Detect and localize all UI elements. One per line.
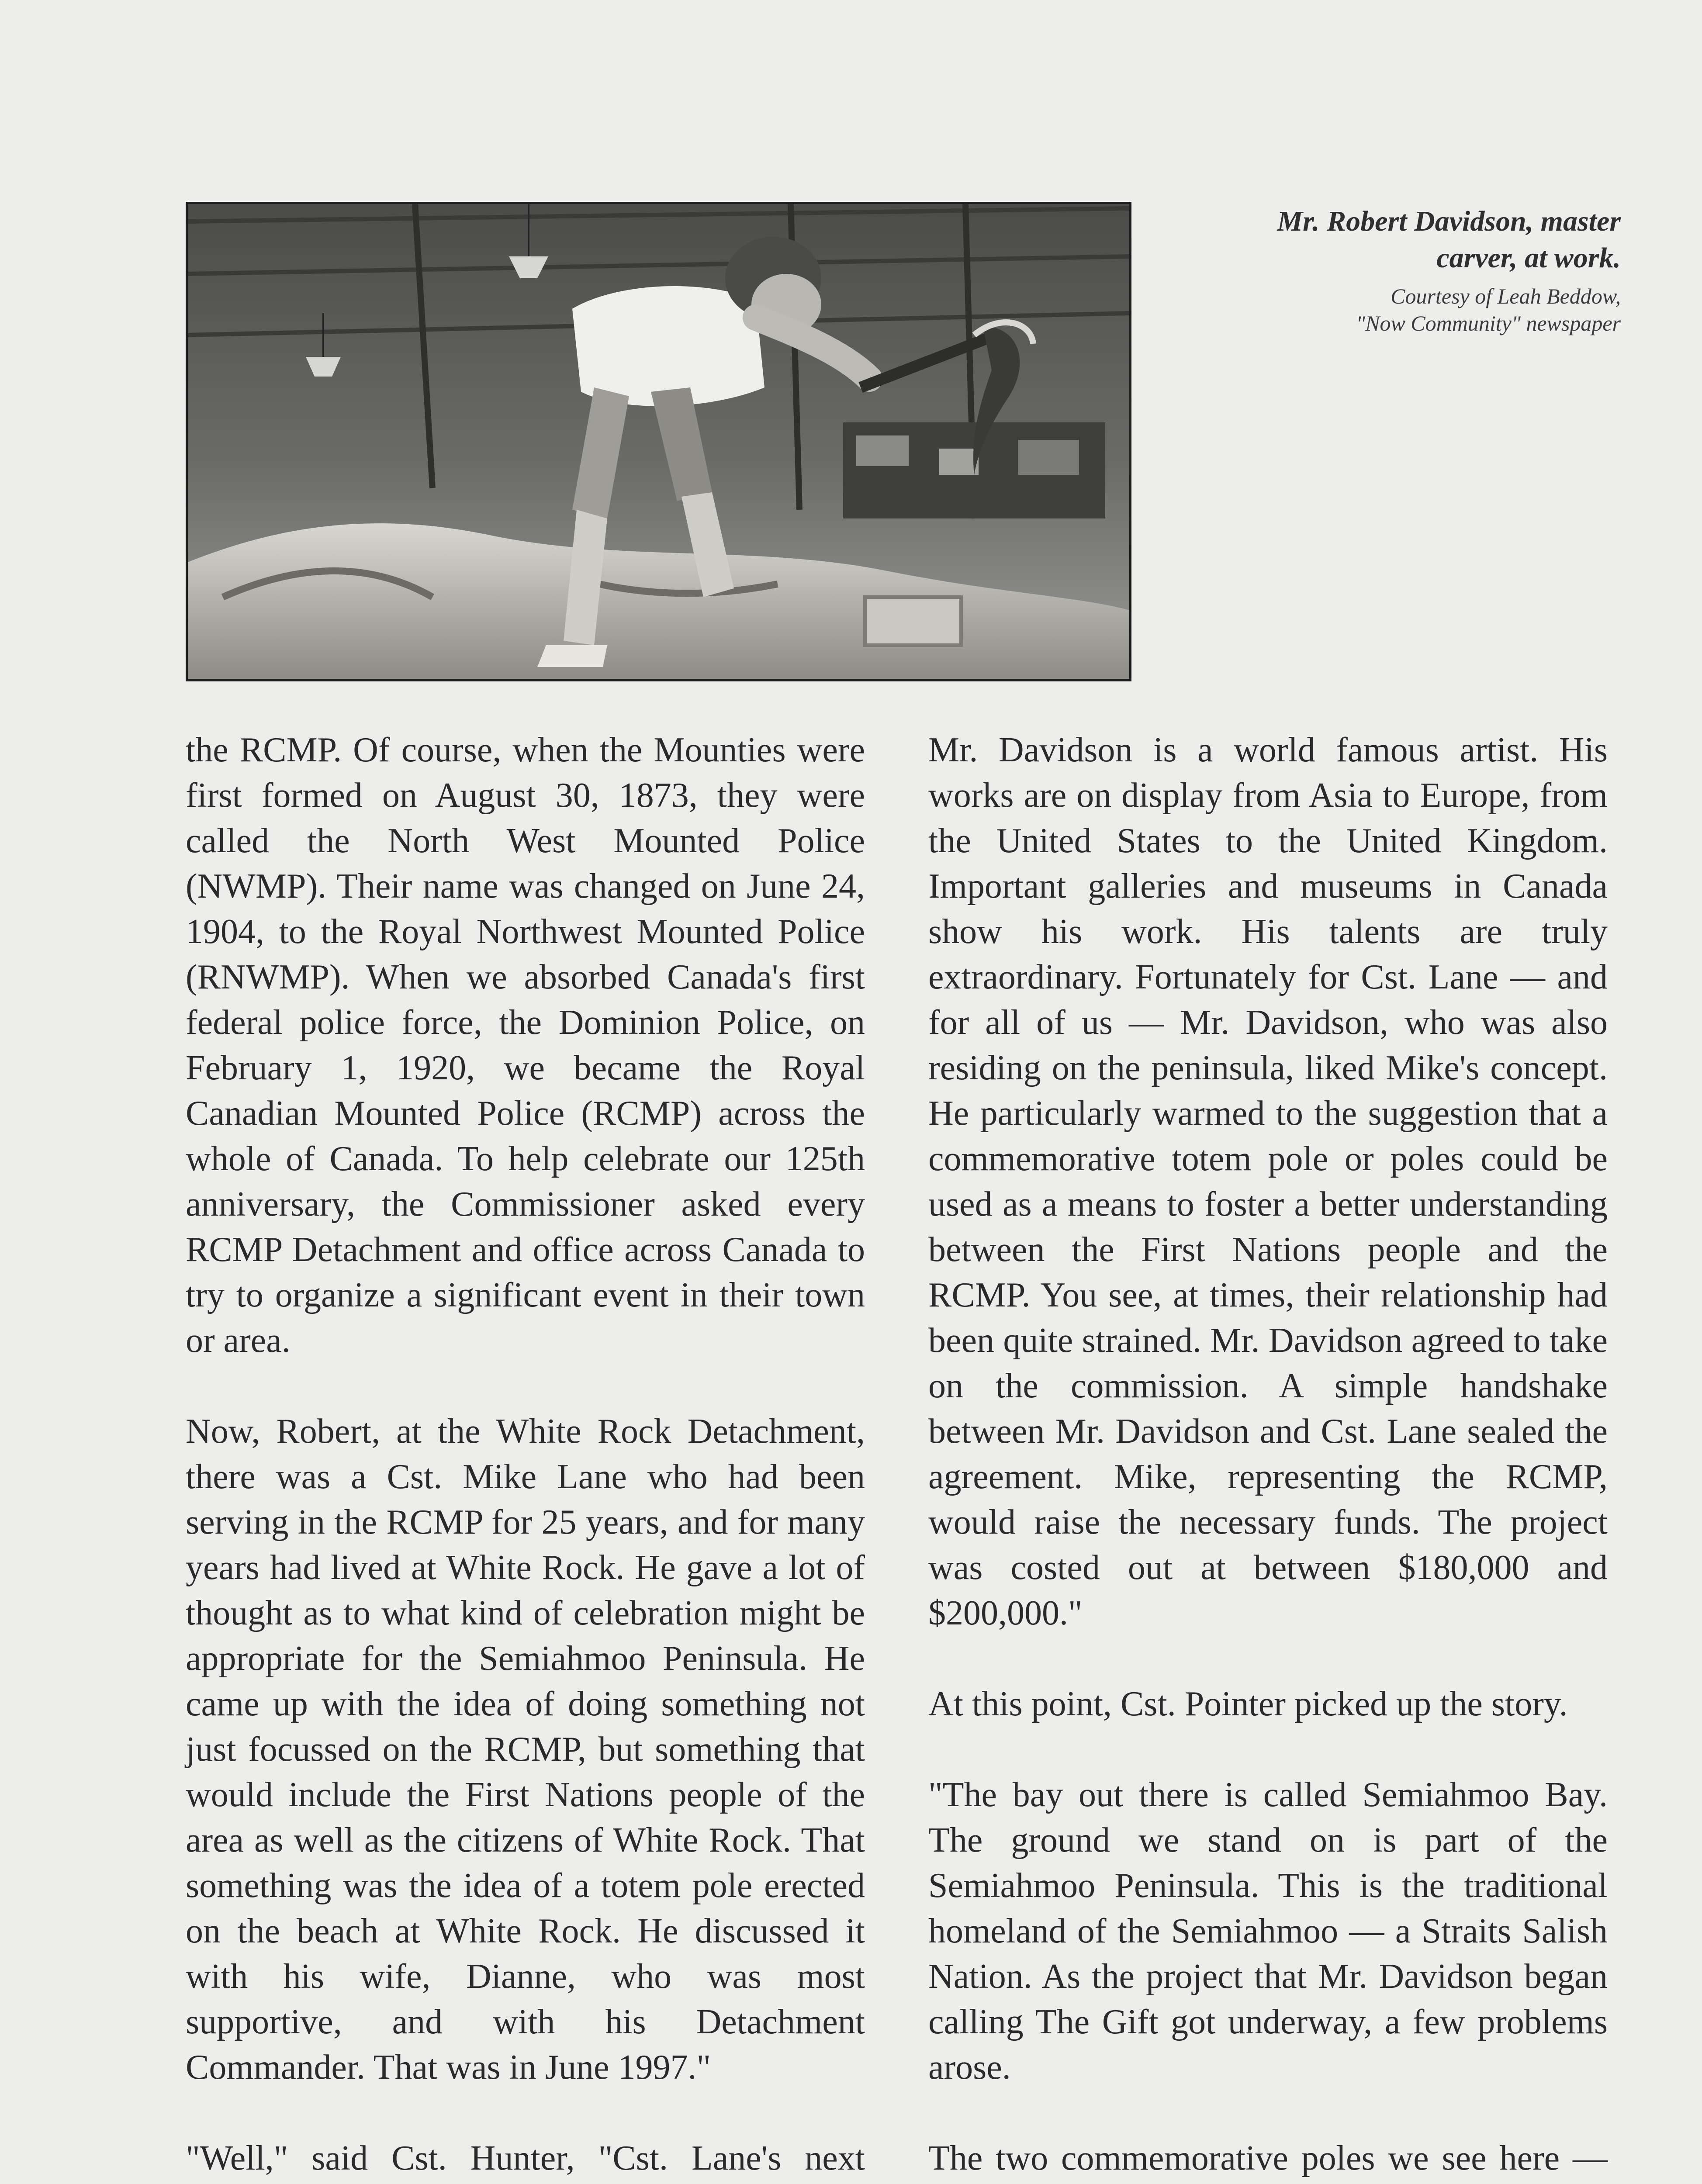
paragraph: the RCMP. Of course, when the Mounties were first formed on August 30, 1873, they were called the North West Mounted Police (NWMP). Their name was changed on June 24, 1904, to the Royal Northwest Mounted Police (RNWMP). When we absorbed Canada's first federal police force, the Dominion Police, on February 1, 1920, we became the Royal Canadian Mounted Police (RCMP) across the whole of Canada. To help celebrate our 125th anniversary, the Commissioner asked every RCMP Detachment and office across Canada to try to organize a significant event in their town or area.	[186, 731, 865, 1360]
paragraph: Mr. Davidson is a world famous artist. His works are on display from Asia to Europe, from the United States to the United Kingdom. Important galleries and museums in Canada show his work. His talents are truly extraordinary. Fortunately for Cst. Lane — and for all of us — Mr. Davidson, who was also residing on the peninsula, liked Mike's concept. He particularly warmed to the suggestion that a commemorative totem pole or poles could be used as a means to foster a better understanding between the First Nations people and the RCMP. You see, at times, their relationship had been quite strained. Mr. Davidson agreed to take on the commission. A simple handshake between Mr. Davidson and Cst. Lane sealed the agreement. Mike, representing the RCMP, would raise the necessary funds. The project was costed out at between $180,000 and $200,000."	[928, 731, 1608, 1632]
paragraph: At this point, Cst. Pointer picked up the story.	[928, 1685, 1568, 1723]
paragraph: "The bay out there is called Semiahmoo Bay. The ground we stand on is part of the Semiahmoo Peninsula. This is the traditional homeland of the Semiahmoo — a Straits Salish Nation. As the project that Mr. Davidson began calling The Gift got underway, a few problems arose.	[928, 1776, 1608, 2087]
right-text-column	[928, 727, 1608, 2184]
left-text-column	[186, 727, 865, 2184]
caption-title: Mr. Robert Davidson, master carver, at work.	[1277, 205, 1621, 274]
paragraph: Now, Robert, at the White Rock Detachment, there was a Cst. Mike Lane who had been serving in the RCMP for 25 years, and for many years had lived at White Rock. He gave a lot of thought as to what kind of celebration might be appropriate for the Semiahmoo Peninsula. He came up with the idea of doing something not just focussed on the RCMP, but something that would include the First Nations people of the area as well as the citizens of White Rock. That something was the idea of a totem pole erected on the beach at White Rock. He discussed it with his wife, Dianne, who was most supportive, and with his Detachment Commander. That was in June 1997."	[186, 1412, 865, 2087]
carver-photo	[186, 202, 1131, 681]
paragraph: The two commemorative poles we see here —	[928, 2139, 1608, 2177]
caption-credit: Courtesy of Leah Beddow, "Now Community" newspaper	[1356, 284, 1621, 335]
paragraph: "Well," said Cst. Hunter, "Cst. Lane's next	[186, 2139, 865, 2177]
photo-caption	[1145, 203, 1621, 337]
carver-photo-image	[188, 204, 1129, 679]
